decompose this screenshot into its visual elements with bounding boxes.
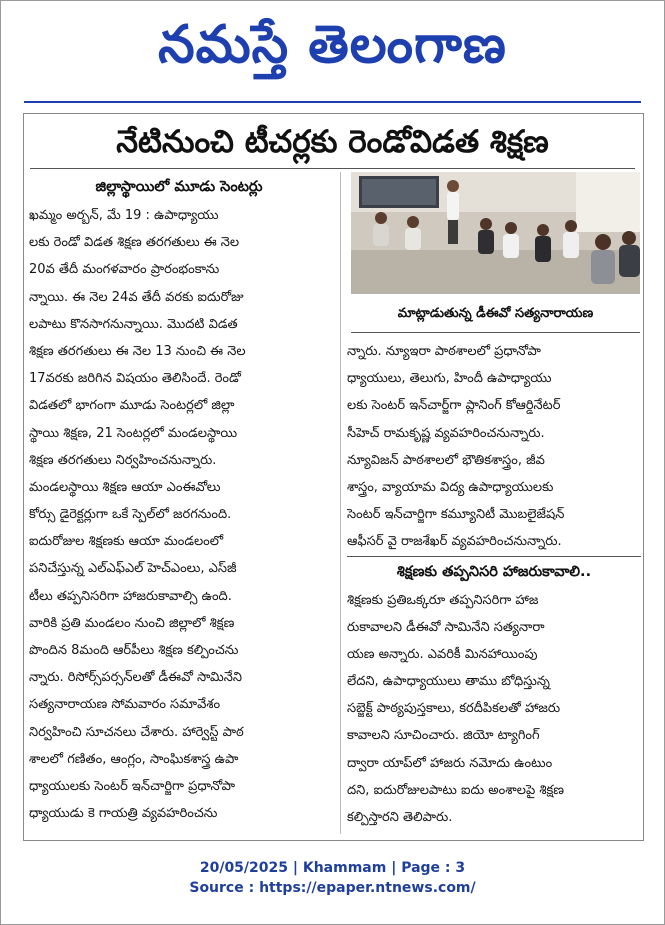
- body-line: కల్పిస్తారని తెలిపారు.: [347, 810, 453, 825]
- body-line: లపాటు కొనసాగనున్నాయి. మొదటి విడత: [29, 316, 238, 332]
- masthead-rule: [24, 101, 641, 103]
- body-line: రుకావాలని డీఈవో సామినేని సత్యనారా: [347, 619, 545, 635]
- right-body-text-top: [347, 338, 641, 556]
- article-left-column: [29, 172, 329, 836]
- body-line: ధ్యాయుడు కె గాయత్రి వ్యవహరించను: [29, 806, 218, 822]
- body-line: సబ్జెక్ట్ పాఠ్యపుస్తకాలు, కరదీపికలతో హాజరు: [347, 701, 561, 717]
- body-line: ఆఫీసర్ వై రాజశేఖర్ వ్యవహరించనున్నారు.: [347, 534, 562, 550]
- body-line: ఐదురోజుల శిక్షణకు ఆయా మండలంలో: [29, 534, 224, 550]
- body-line: శాస్త్రం, వ్యాయామ విద్య ఉపాధ్యాయులకు: [347, 479, 554, 495]
- body-line: శిక్షణకు ప్రతిఒక్కరూ తప్పనిసరిగా హాజ: [347, 592, 539, 608]
- body-line: నిర్వహించి సూచనలు చేశారు. హార్వెస్ట్ పాఠ: [29, 724, 244, 740]
- body-line: న్యూవిజన్ పాఠశాలలో భౌతికశాస్త్రం, జీవ: [347, 452, 545, 468]
- body-line: విడతలో భాగంగా మూడు సెంటర్లలో జిల్లా: [29, 398, 235, 414]
- column-divider: [340, 172, 341, 834]
- page-footer: [0, 858, 665, 898]
- body-line: శాలలో గణితం, ఆంగ్లం, సాంఘికశాస్త్ర ఉపా: [29, 751, 239, 767]
- body-line: న్నారు. న్యూఇరా పాఠశాలలో ప్రధానోపా: [347, 344, 541, 359]
- body-line: లకు రెండో విడత శిక్షణ తరగతులు ఈ నెల: [29, 235, 240, 251]
- body-line: 17వరకు జరిగిన విషయం తెలిసిందే. రెండో: [29, 371, 241, 387]
- body-line: ధ్యాయులకు సెంటర్ ఇన్‌చార్జిగా ప్రధానోపా: [29, 778, 236, 794]
- newspaper-masthead: [0, 6, 665, 96]
- left-subheading: జిల్లాస్థాయిలో మూడు సెంటర్లు: [95, 179, 263, 195]
- body-line: యణ అన్నారు. ఎవరికీ మినహాయింపు: [347, 646, 538, 662]
- right-body-text-bottom: [347, 587, 641, 832]
- body-line: పొందిన 8మంది ఆర్‌పీలు శిక్షణ కల్పించను: [29, 643, 239, 658]
- body-line: ద్వారా యాప్‌లో హాజరు నమోదు ఉంటుం: [347, 755, 553, 771]
- headline-rule: [30, 168, 635, 169]
- body-line: న్నాయి. ఈ నెల 24వ తేదీ వరకు ఐదురోజు: [29, 289, 244, 305]
- left-body-text: [29, 202, 329, 827]
- body-line: టీలు తప్పనిసరిగా హాజరుకావాల్సి ఉంది.: [29, 588, 232, 604]
- article-headline: నేటినుంచి టీచర్లకు రెండోవిడత శిక్షణ: [116, 124, 549, 160]
- body-line: న్నారు. రిసోర్స్‌పర్సన్‌లతో డీఈవో సామినేని: [29, 670, 243, 686]
- body-line: శిక్షణ తరగతులు నిర్వహించనున్నారు.: [29, 452, 217, 468]
- caption-rule: [351, 332, 640, 333]
- body-line: లకు సెంటర్ ఇన్‌చార్జ్‌గా ప్లానింగ్ కోఆర్డినేటర్: [347, 398, 561, 414]
- body-line: వారికి ప్రతి మండలం నుంచి జిల్లాలో శిక్షణ: [29, 615, 235, 631]
- photo-caption: మాట్లాడుతున్న డీఈవో సత్యనారాయణ: [397, 306, 594, 321]
- body-line: సెంటర్ ఇన్‌చార్జిగా కమ్యూనిటీ మొబలైజేషన్: [347, 507, 565, 523]
- body-line: సత్యనారాయణ సోమవారం సమావేశం: [29, 697, 221, 713]
- classroom-photo-illustration: [351, 172, 640, 294]
- body-line: లేదని, ఉపాధ్యాయులు తాము బోధిస్తున్న: [347, 674, 550, 690]
- body-line: పనిచేస్తున్న ఎల్‌ఎఫ్‌ఎల్ హెచ్‌ఎంలు, ఎస్‌జీ: [29, 561, 237, 577]
- body-line: దని, ఐదురోజులపాటు ఐదు అంశాలపై శిక్షణ: [347, 782, 564, 798]
- masthead-logo-text: నమస్తే తెలంగాణ: [158, 14, 507, 75]
- article-photo: [351, 172, 640, 294]
- body-line: ఖమ్మం అర్బన్, మే 19 : ఉపాధ్యాయు: [29, 208, 219, 223]
- right-subheading: శిక్షణకు తప్పనిసరి హాజరుకావాలి..: [347, 556, 641, 587]
- body-line: సీహెచ్ రామకృష్ణ వ్యవహరించనున్నారు.: [347, 425, 545, 441]
- body-line: కావాలని సూచించారు. జియో ట్యాగింగ్: [347, 728, 540, 744]
- body-line: మండలస్థాయి శిక్షణ ఆయా ఎంఈవోలు: [29, 479, 221, 495]
- body-line: కోర్సు డైరెక్టర్లుగా ఒకే స్పెల్‌లో జరగనుంది.: [29, 507, 232, 523]
- body-line: ధ్యాయులు, తెలుగు, హిందీ ఉపాధ్యాయు: [347, 371, 552, 387]
- body-line: 20వ తేదీ మంగళవారం ప్రారంభంకాను: [29, 262, 220, 278]
- body-line: స్థాయి శిక్షణ, 21 సెంటర్లలో మండలస్థాయి: [29, 425, 238, 441]
- body-line: శిక్షణ తరగతులు ఈ నెల 13 నుంచి ఈ నెల: [29, 343, 246, 359]
- footer-source-link[interactable]: Source : https://epaper.ntnews.com/: [189, 880, 476, 896]
- article-right-column: [347, 338, 641, 836]
- footer-date-page: 20/05/2025 | Khammam | Page : 3: [199, 860, 466, 876]
